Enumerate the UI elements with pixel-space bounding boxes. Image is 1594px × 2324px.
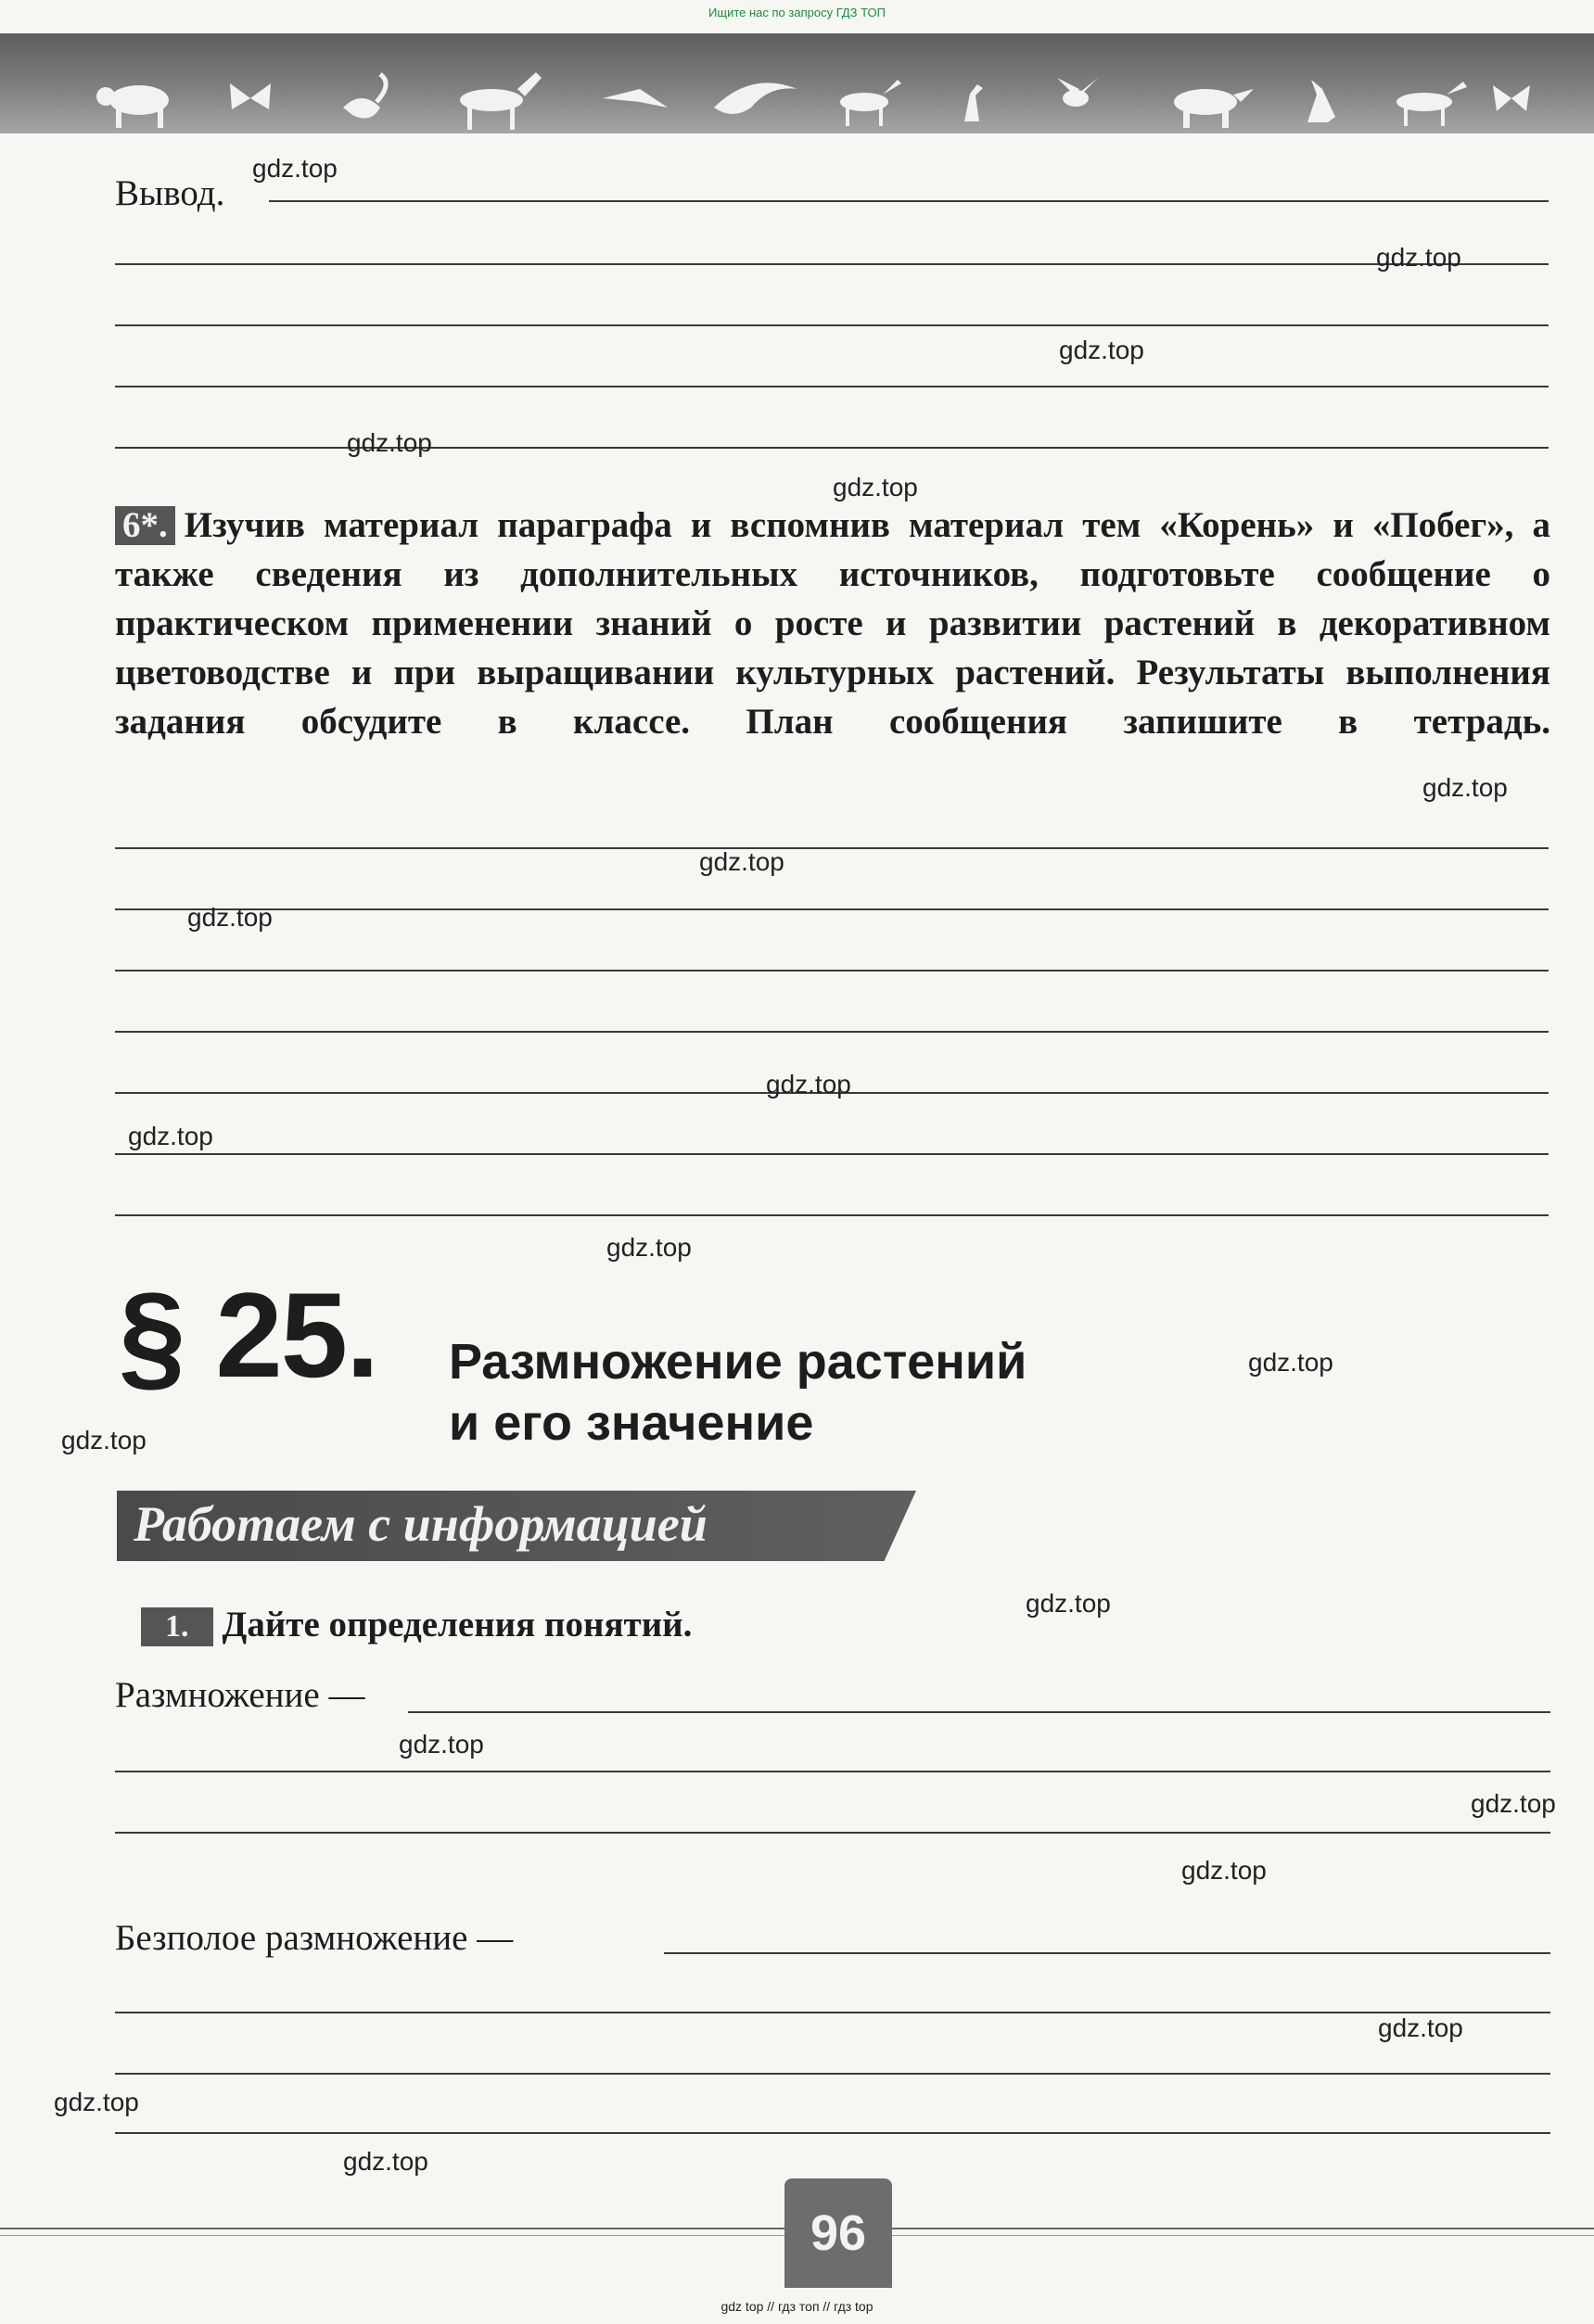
heron-icon [964, 84, 983, 121]
answer-line[interactable] [115, 1771, 1550, 1772]
answer-line[interactable] [408, 1711, 1550, 1713]
deer-icon [1396, 82, 1467, 126]
scorpion-icon [343, 74, 386, 119]
watermark: gdz.top [1026, 1589, 1111, 1618]
watermark: gdz.top [128, 1122, 213, 1150]
watermark: gdz.top [187, 903, 273, 932]
answer-line[interactable] [664, 1952, 1550, 1954]
task-1 [141, 1602, 692, 1648]
watermark: gdz.top [1376, 243, 1461, 272]
task-1-text: Дайте определения понятий. [222, 1605, 693, 1645]
watermark: gdz.top [766, 1070, 851, 1099]
watermark: gdz.top [252, 154, 338, 183]
task-6-text: Изучив материал параграфа и вспомнив материал тем «Корень» и «Побег», а также сведения из дополнительных источников, подготовьте сообщение о практическом применении знаний о росте и развитии растений в декоративном цветоводстве и при выращивании культурных растений. Результаты выполнения задания обсудите в классе. План сообщения запишите в тетрадь. [115, 505, 1550, 742]
top-note: Ищите нас по запросу ГДЗ ТОП [708, 6, 886, 19]
watermark: gdz.top [347, 428, 432, 457]
answer-line[interactable] [115, 447, 1549, 449]
goat-icon [840, 80, 901, 126]
watermark: gdz.top [699, 847, 784, 876]
watermark: gdz.top [1059, 336, 1144, 364]
term-reproduction: Размножение — [115, 1675, 365, 1715]
answer-line[interactable] [115, 1153, 1549, 1155]
header-band [0, 33, 1594, 133]
term-asexual-reproduction: Безполое размножение — [115, 1918, 514, 1958]
watermark: gdz.top [1248, 1348, 1333, 1377]
bee-icon [1057, 78, 1098, 107]
answer-line[interactable] [115, 1832, 1550, 1834]
bison-icon [96, 85, 169, 128]
bottom-note: gdz top // гдз топ // гдз top [720, 2299, 874, 2314]
moth-icon [1493, 85, 1530, 111]
task-6 [115, 501, 1550, 746]
watermark: gdz.top [399, 1730, 484, 1759]
watermark: gdz.top [1378, 2013, 1463, 2042]
watermark: gdz.top [54, 2088, 139, 2116]
paragraph-number: § 25. [119, 1267, 378, 1403]
answer-line[interactable] [115, 970, 1549, 972]
watermark: gdz.top [343, 2147, 428, 2176]
horse-icon [460, 72, 542, 130]
conclusion-label: Вывод. [115, 173, 225, 213]
dolphin-icon [714, 83, 797, 114]
section-banner-text: Работаем с информацией [134, 1496, 708, 1552]
butterfly-icon [230, 83, 271, 109]
watermark: gdz.top [1181, 1856, 1267, 1885]
answer-line[interactable] [115, 847, 1549, 849]
answer-line[interactable] [115, 2132, 1550, 2134]
answer-line[interactable] [115, 1214, 1549, 1216]
watermark: gdz.top [1422, 773, 1508, 802]
watermark: gdz.top [833, 473, 918, 502]
cat-icon [1307, 80, 1335, 122]
answer-line[interactable] [115, 324, 1549, 326]
task-number: 6*. [115, 506, 175, 545]
paragraph-title-line: и его значение [449, 1395, 814, 1451]
answer-line[interactable] [115, 386, 1549, 387]
watermark: gdz.top [606, 1233, 692, 1262]
paragraph-title [449, 1331, 1027, 1454]
task-number: 1. [141, 1607, 213, 1646]
answer-line[interactable] [115, 263, 1549, 265]
bird-icon [603, 89, 668, 108]
answer-line[interactable] [115, 2073, 1550, 2075]
answer-line[interactable] [269, 200, 1549, 202]
answer-line[interactable] [115, 2012, 1550, 2013]
answer-line[interactable] [115, 908, 1549, 910]
paragraph-title-line: Размножение растений [449, 1334, 1027, 1390]
watermark: gdz.top [61, 1426, 147, 1454]
answer-line[interactable] [115, 1031, 1549, 1033]
page-number: 96 [784, 2178, 892, 2288]
rhino-icon [1174, 89, 1254, 128]
watermark: gdz.top [1471, 1789, 1556, 1818]
